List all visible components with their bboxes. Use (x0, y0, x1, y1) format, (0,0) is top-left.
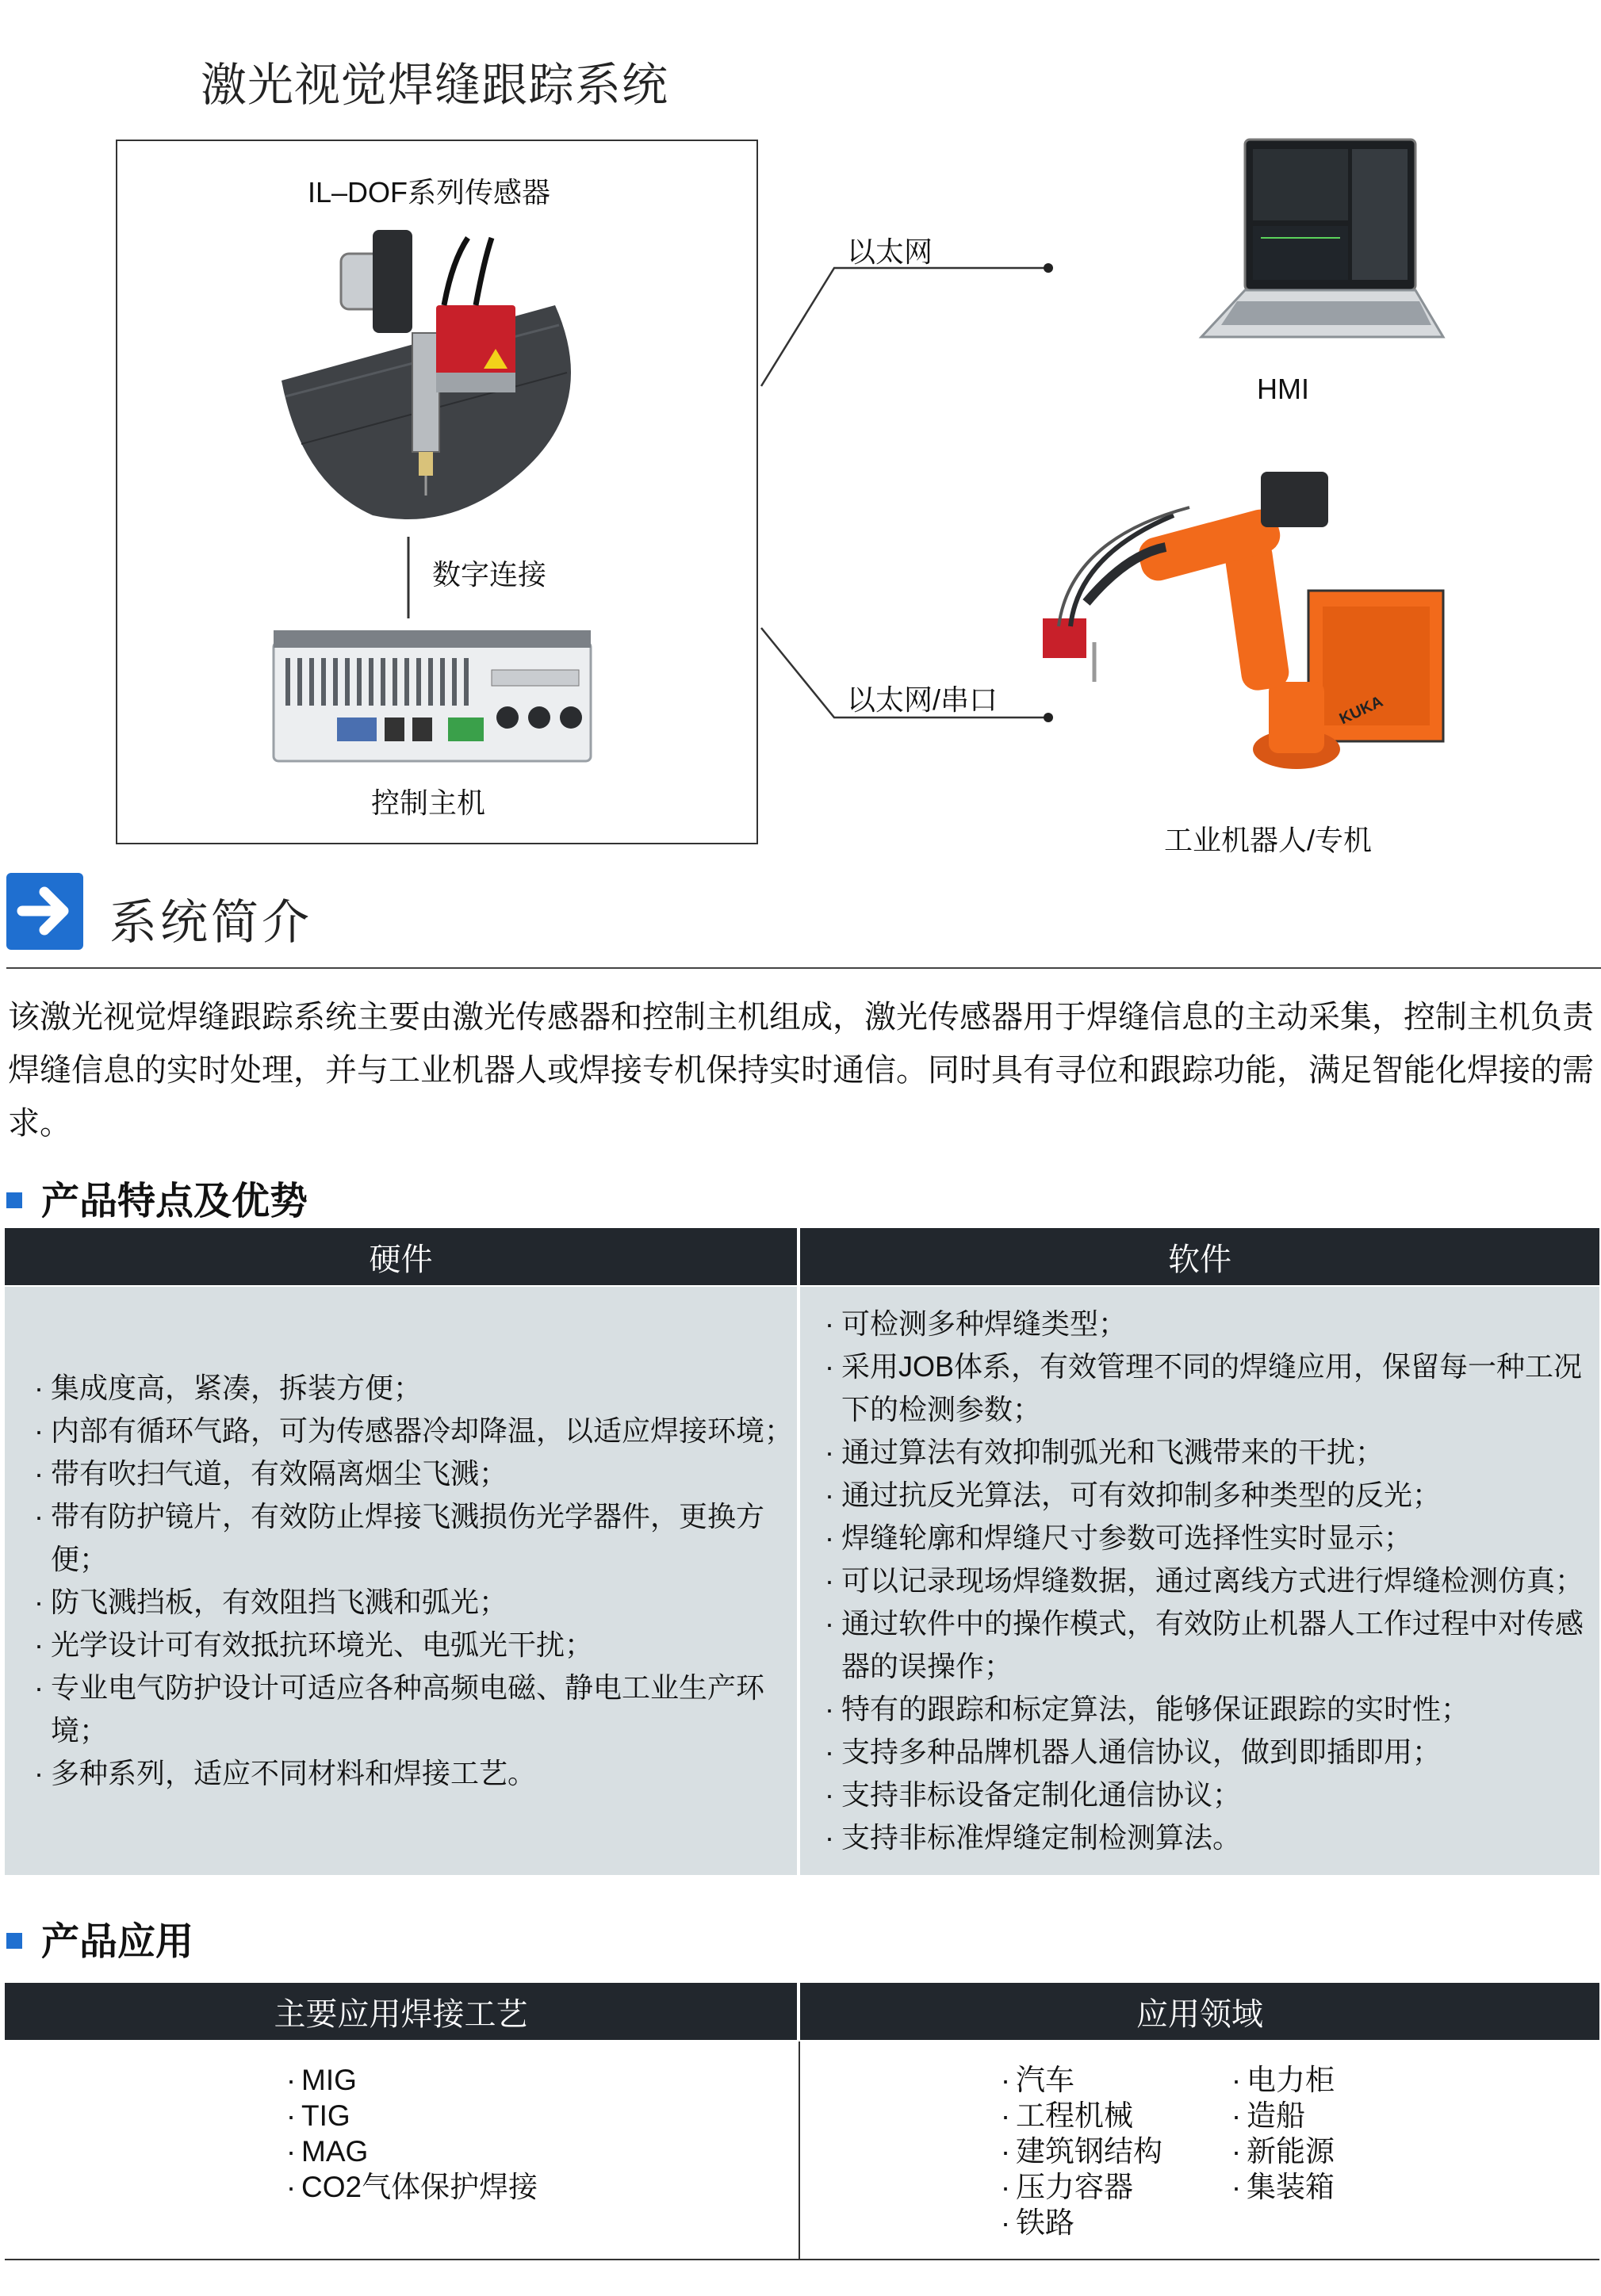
list-item: · 通过软件中的操作模式，有效防止机器人工作过程中对传感器的误操作； (825, 1607, 1584, 1682)
field-list-left (995, 2062, 1162, 2241)
list-item: · 通过抗反光算法，可有效抑制多种类型的反光； (825, 1479, 1442, 1511)
list-item: · TIG (285, 2099, 350, 2132)
list-item: · 带有防护镜片，有效防止焊接飞溅损伤光学器件，更换方便； (34, 1500, 765, 1575)
list-item: · 新能源 (1231, 2135, 1335, 2168)
field-list-right (1226, 2062, 1335, 2205)
ethernet-line (761, 268, 1048, 386)
list-item: · 防飞溅挡板，有效阻挡飞溅和弧光； (34, 1586, 508, 1618)
software-header: 软件 (800, 1228, 1599, 1285)
software-list (800, 1303, 1591, 1859)
list-item: · 支持非标设备定制化通信协议； (825, 1778, 1242, 1811)
field-header: 应用领域 (800, 1983, 1599, 2040)
hardware-header: 硬件 (5, 1228, 797, 1285)
diagram-title: 激光视觉焊缝跟踪系统 (201, 59, 669, 111)
list-item: · MAG (285, 2135, 369, 2168)
list-item: · 专业电气防护设计可适应各种高频电磁、静电工业生产环境； (34, 1671, 765, 1747)
ethernet-serial-label: 以太网/串口 (847, 683, 998, 716)
hmi-label: HMI (1257, 373, 1309, 405)
list-item: · 汽车 (1000, 2064, 1074, 2096)
process-header: 主要应用焊接工艺 (5, 1983, 797, 2040)
applications-heading: 产品应用 (6, 1911, 193, 1965)
features-heading: 产品特点及优势 (6, 1170, 308, 1225)
list-item: · 光学设计可有效抵抗环境光、电弧光干扰； (34, 1628, 594, 1661)
hardware-list (5, 1367, 796, 1795)
list-item: · 压力容器 (1000, 2171, 1133, 2203)
controller-label: 控制主机 (371, 786, 486, 819)
list-item: · 支持非标准焊缝定制检测算法。 (825, 1821, 1242, 1854)
process-list (281, 2062, 538, 2205)
list-item: · 工程机械 (1000, 2099, 1133, 2132)
arrow-right-icon (6, 873, 83, 950)
list-item: · 电力柜 (1231, 2064, 1335, 2096)
list-item: · 支持多种品牌机器人通信协议，做到即插即用； (825, 1735, 1442, 1768)
robot-label: 工业机器人/专机 (1164, 824, 1373, 856)
digital-link-label: 数字连接 (432, 558, 547, 591)
list-item: · 建筑钢结构 (1000, 2135, 1162, 2168)
list-item: · CO2气体保护焊接 (285, 2171, 538, 2203)
software-cell (800, 1287, 1599, 1875)
intro-paragraph: 该激光视觉焊缝跟踪系统主要由激光传感器和控制主机组成，激光传感器用于焊缝信息的主动采集，控制主机负责焊缝信息的实时处理，并与工业机器人或焊接专机保持实时通信。同时具有寻位和跟踪功能，满足智能化焊接的需求。 (8, 1000, 1594, 1141)
process-cell (5, 2042, 800, 2260)
field-cell (800, 2042, 1599, 2260)
intro-title: 系统简介 (109, 896, 312, 949)
controller-illustration (274, 630, 591, 761)
robot-illustration (1043, 472, 1443, 769)
laser-sensor-illustration (282, 230, 571, 519)
list-item: · 集成度高，紧凑，拆装方便； (34, 1372, 423, 1404)
list-item: · 造船 (1231, 2099, 1305, 2132)
hardware-cell (5, 1287, 797, 1875)
sensor-label: IL–DOF系列传感器 (308, 176, 551, 209)
list-item: · 采用JOB体系，有效管理不同的焊缝应用，保留每一种工况下的检测参数； (825, 1350, 1583, 1425)
list-item: · 多种系列，适应不同材料和焊接工艺。 (34, 1757, 537, 1789)
list-item: · 焊缝轮廓和焊缝尺寸参数可选择性实时显示； (825, 1521, 1413, 1554)
ethernet-label: 以太网 (847, 235, 933, 268)
list-item: · MIG (285, 2064, 357, 2096)
welding-torch (412, 333, 439, 452)
list-item: · 带有吹扫气道，有效隔离烟尘飞溅； (34, 1457, 508, 1490)
list-item: · 特有的跟踪和标定算法，能够保证跟踪的实时性； (825, 1693, 1470, 1725)
laptop-illustration (1201, 140, 1443, 337)
list-item: · 可检测多种焊缝类型； (825, 1307, 1128, 1340)
robot-brand-label: KUKA (1336, 692, 1386, 729)
list-item: · 集装箱 (1231, 2171, 1335, 2203)
list-item: · 通过算法有效抑制弧光和飞溅带来的干扰； (825, 1436, 1385, 1468)
list-item: · 内部有循环气路，可为传感器冷却降温，以适应焊接环境； (34, 1414, 794, 1447)
applications-table (5, 1983, 1599, 2260)
list-item: · 可以记录现场焊缝数据，通过离线方式进行焊缝检测仿真； (825, 1564, 1584, 1597)
square-bullet-icon (6, 1933, 22, 1949)
list-item: · 铁路 (1000, 2206, 1074, 2239)
section-divider (6, 967, 1601, 969)
square-bullet-icon (6, 1192, 22, 1208)
diagram-graphics (0, 0, 1601, 872)
features-table (5, 1228, 1599, 1875)
